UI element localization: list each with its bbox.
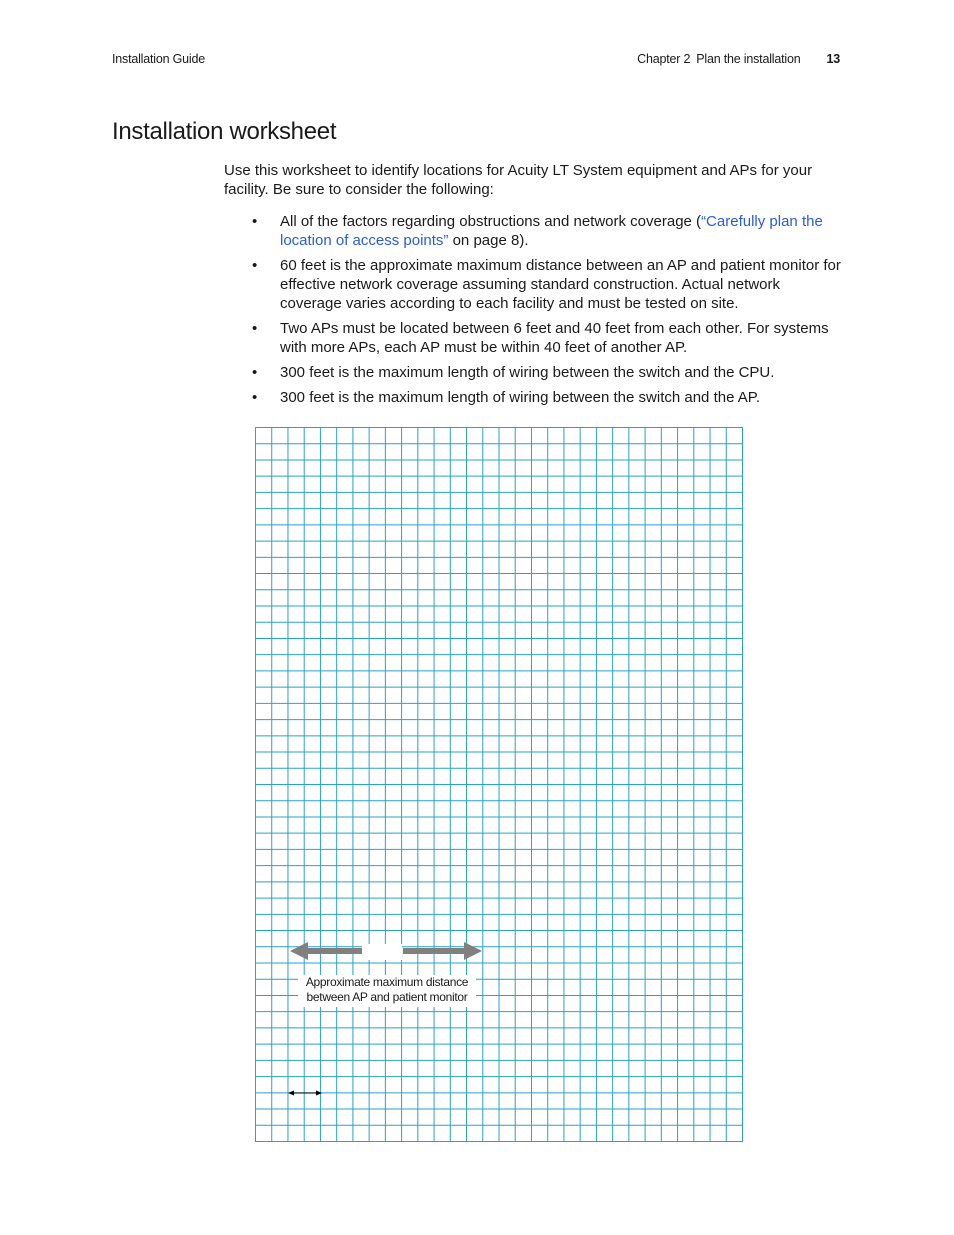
graph-paper-grid xyxy=(255,427,743,1142)
section-label: Plan the installation xyxy=(696,52,801,66)
running-header-chapter xyxy=(637,52,840,66)
bullet-text: 300 feet is the maximum length of wiring between the switch and the AP. xyxy=(280,389,760,406)
page-number: 13 xyxy=(826,52,840,66)
bullet-icon: • xyxy=(252,320,258,337)
callout-line-2: between AP and patient monitor xyxy=(306,990,468,1004)
bullet-text: Two APs must be located between 6 feet and 40 feet from each other. For systems with more APs, each AP must be within 40 feet of another AP. xyxy=(280,320,829,356)
considerations-list xyxy=(224,212,844,413)
list-item xyxy=(224,212,844,250)
page-title: Installation worksheet xyxy=(112,118,337,145)
intro-paragraph: Use this worksheet to identify locations for Acuity LT System equipment and APs for your facility. Be sure to consider the following: xyxy=(224,162,813,198)
cross-reference-link[interactable]: “Carefully plan the location of access points” xyxy=(280,213,823,249)
bullet-icon: • xyxy=(252,213,258,230)
callout-label xyxy=(298,975,476,1007)
list-item xyxy=(224,363,844,382)
running-header-doc-title: Installation Guide xyxy=(112,52,205,66)
bullet-text: 300 feet is the maximum length of wiring between the switch and the CPU. xyxy=(280,364,775,381)
worksheet-grid xyxy=(255,427,743,1142)
list-item xyxy=(224,256,844,313)
callout-line-1: Approximate maximum distance xyxy=(305,975,469,989)
list-item xyxy=(224,388,844,407)
chapter-label: Chapter 2 xyxy=(637,52,691,66)
bullet-text: All of the factors regarding obstructions and network coverage ( xyxy=(280,213,702,230)
bullet-icon: • xyxy=(252,257,258,274)
bullet-text: 60 feet is the approximate maximum distance between an AP and patient monitor for effective network coverage assuming standard construction. Actual network coverage varies according to each facility and must be tested on site. xyxy=(280,257,841,312)
bullet-icon: • xyxy=(252,389,258,406)
bullet-icon: • xyxy=(252,364,258,381)
bullet-text-suffix: on page 8). xyxy=(448,232,529,249)
list-item xyxy=(224,319,844,357)
